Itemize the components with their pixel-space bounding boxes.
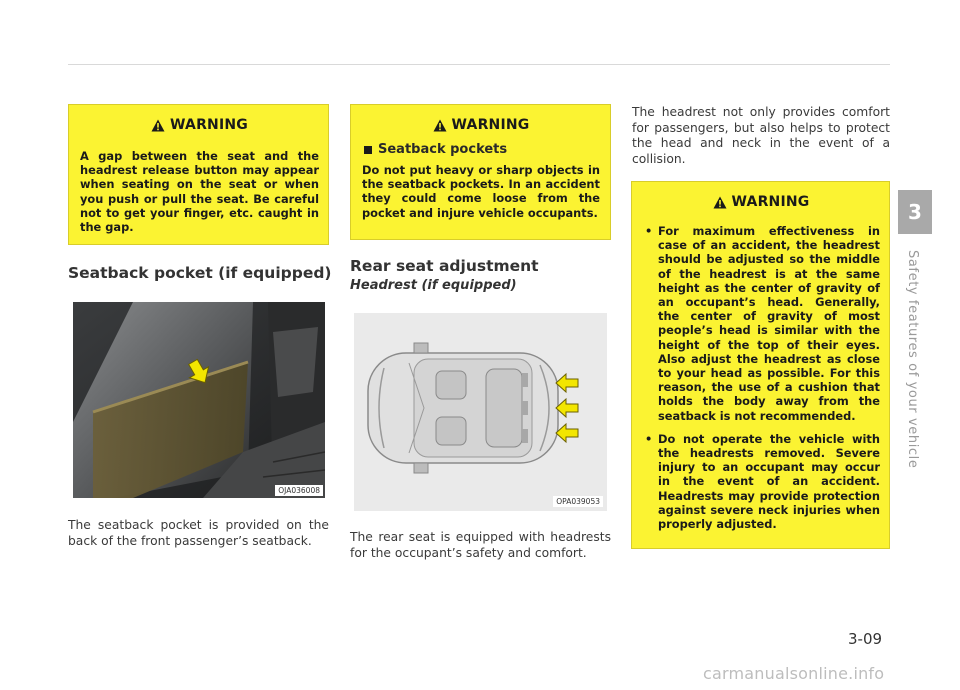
bullet-dot-icon: •: [645, 224, 653, 238]
warning-text: Do not put heavy or sharp objects in the seatback pockets. In an accident they could come loose from the pocket and injure vehicle occupants.: [362, 163, 600, 220]
warning-header: [362, 117, 600, 133]
chapter-title-vertical: Safety features of your vehicle: [905, 250, 920, 469]
warning-header: [80, 117, 319, 133]
warning-triangle-icon: [713, 196, 727, 209]
image-code: OPA039053: [553, 496, 603, 507]
warning-triangle-icon: [433, 119, 447, 132]
warning-label: WARNING: [451, 117, 530, 133]
top-rule: [68, 64, 890, 65]
warning-header: [642, 194, 880, 210]
warning-text: A gap between the seat and the headrest release button may appear when seating on the seat or when you push or pull the seat. Be careful not to get your finger, etc. caught in the gap.: [80, 149, 319, 235]
warning-bullet: • For maximum effectiveness in case of an accident, the headrest should be adjusted so the middle of the headrest is at the same height as the center of gravity of an occupant’s head. Generally, the center of gravity of most people’s head is similar with the height of the top of their eyes. Also adjust the headrest as close to your head as possible. For this reason, the use of a cushion that holds the body away from the seatback is not recommended.: [645, 224, 880, 423]
section-title-rear-seat: Rear seat adjustment: [350, 257, 539, 275]
seatback-pocket-photo: [73, 302, 325, 498]
page-number: 3-09: [848, 630, 883, 648]
section-title-seatback-pocket: Seatback pocket (if equipped): [68, 264, 332, 282]
watermark: carmanualsonline.info: [703, 664, 885, 683]
chapter-tab: 3: [898, 190, 932, 234]
seatback-pocket-text: The seatback pocket is provided on the back of the front passenger’s seatback.: [68, 518, 329, 548]
warning-label: WARNING: [170, 117, 248, 133]
square-bullet-icon: [364, 146, 372, 154]
image-code: OJA036008: [275, 485, 323, 496]
warning-subheading: Seatback pockets: [364, 142, 600, 157]
headrest-intro-text: The headrest not only provides comfort for passengers, but also helps to protect the head and neck in the event of a collision.: [632, 105, 890, 166]
warning-box-headrest-gap: [68, 104, 329, 245]
warning-bullet: • Do not operate the vehicle with the headrests removed. Severe injury to an occupant may occur in the event of an accident. Headrests may provide protection against severe neck injuries when properly adjusted.: [645, 431, 880, 532]
warning-box-seatback-pockets: [350, 104, 611, 240]
warning-triangle-icon: [151, 119, 165, 132]
car-top-view-diagram: [354, 313, 607, 511]
bullet-dot-icon: •: [645, 431, 653, 446]
warning-box-headrest: [631, 181, 890, 549]
subtitle-headrest: Headrest (if equipped): [350, 278, 517, 293]
warning-label: WARNING: [731, 194, 810, 210]
rear-seat-text: The rear seat is equipped with headrests for the occupant’s safety and comfort.: [350, 530, 611, 560]
